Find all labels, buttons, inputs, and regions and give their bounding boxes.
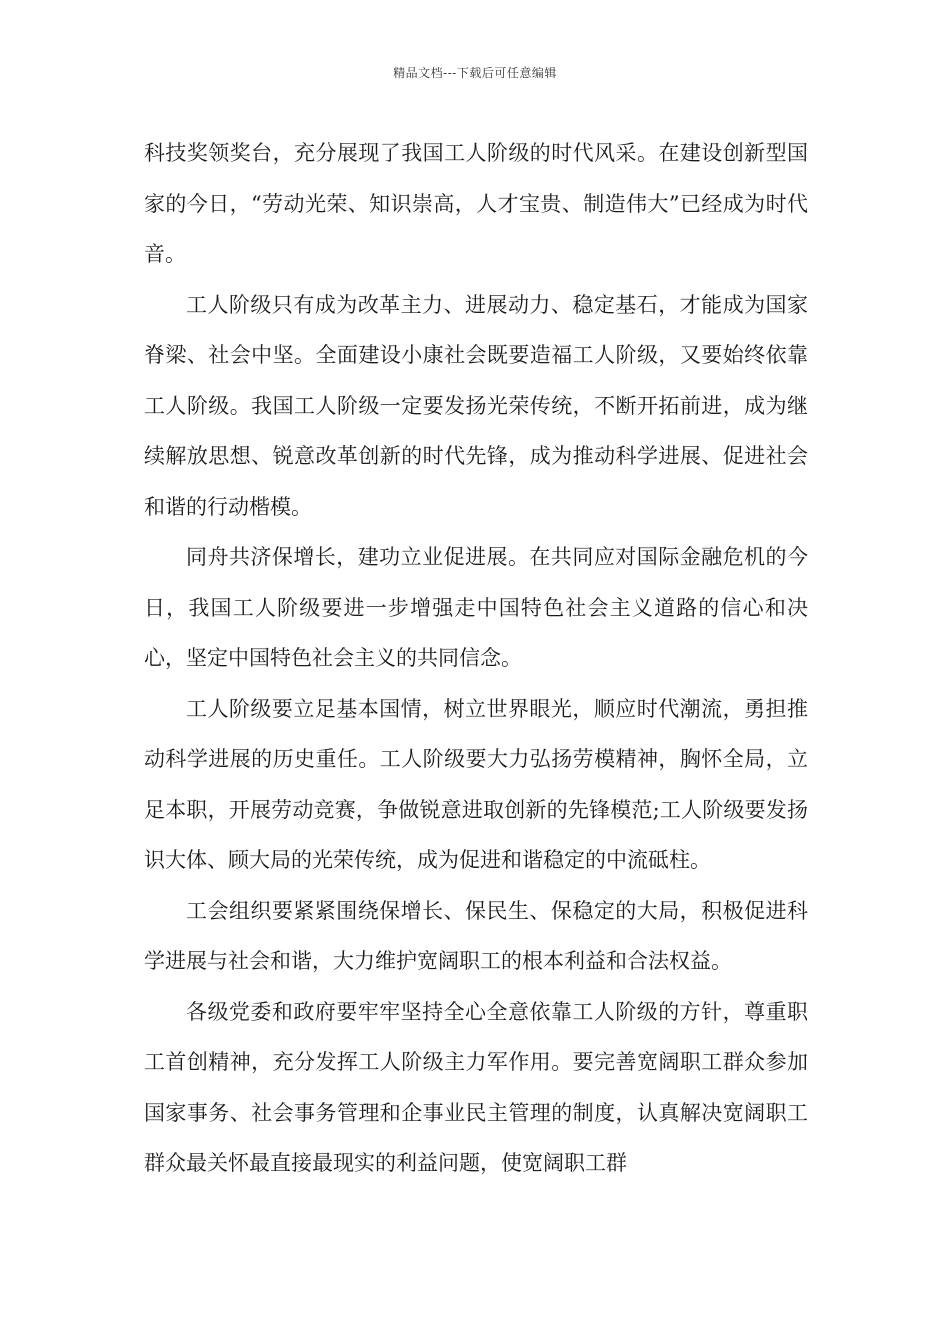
paragraph-6: 各级党委和政府要牢牢坚持全心全意依靠工人阶级的方针，尊重职工首创精神，充分发挥工人阶级主力军作用。要完善宽阔职工群众参加国家事务、社会事务管理和企事业民主管理的制度，认真解决宽阔职工群众最关怀最直接最现实的利益问题，使宽阔职工群: [144, 999, 808, 1175]
document-body: [144, 128, 808, 1189]
paragraph-5: 工会组织要紧紧围绕保增长、保民生、保稳定的大局，积极促进科学进展与社会和谐，大力维护宽阔职工的根本利益和合法权益。: [144, 898, 808, 973]
paragraph-1: 科技奖领奖台，充分展现了我国工人阶级的时代风采。在建设创新型国家的今日，“劳动光荣、知识崇高，人才宝贵、制造伟大”已经成为时代音。: [144, 141, 808, 266]
paragraph-3: 同舟共济保增长，建功立业促进展。在共同应对国际金融危机的今日，我国工人阶级要进一步增强走中国特色社会主义道路的信心和决心，坚定中国特色社会主义的共同信念。: [144, 545, 808, 670]
paragraph-4: 工人阶级要立足基本国情，树立世界眼光，顺应时代潮流，勇担推动科学进展的历史重任。工人阶级要大力弘扬劳模精神，胸怀全局，立足本职，开展劳动竞赛，争做锐意进取创新的先锋模范;工人阶级要发扬识大体、顾大局的光荣传统，成为促进和谐稳定的中流砥柱。: [144, 696, 808, 872]
paragraph-2: 工人阶级只有成为改革主力、进展动力、稳定基石，才能成为国家脊梁、社会中坚。全面建设小康社会既要造福工人阶级，又要始终依靠工人阶级。我国工人阶级一定要发扬光荣传统，不断开拓前进，成为继续解放思想、锐意改革创新的时代先锋，成为推动科学进展、促进社会和谐的行动楷模。: [144, 292, 808, 519]
page-header: 精品文档---下载后可任意编辑: [393, 66, 557, 80]
